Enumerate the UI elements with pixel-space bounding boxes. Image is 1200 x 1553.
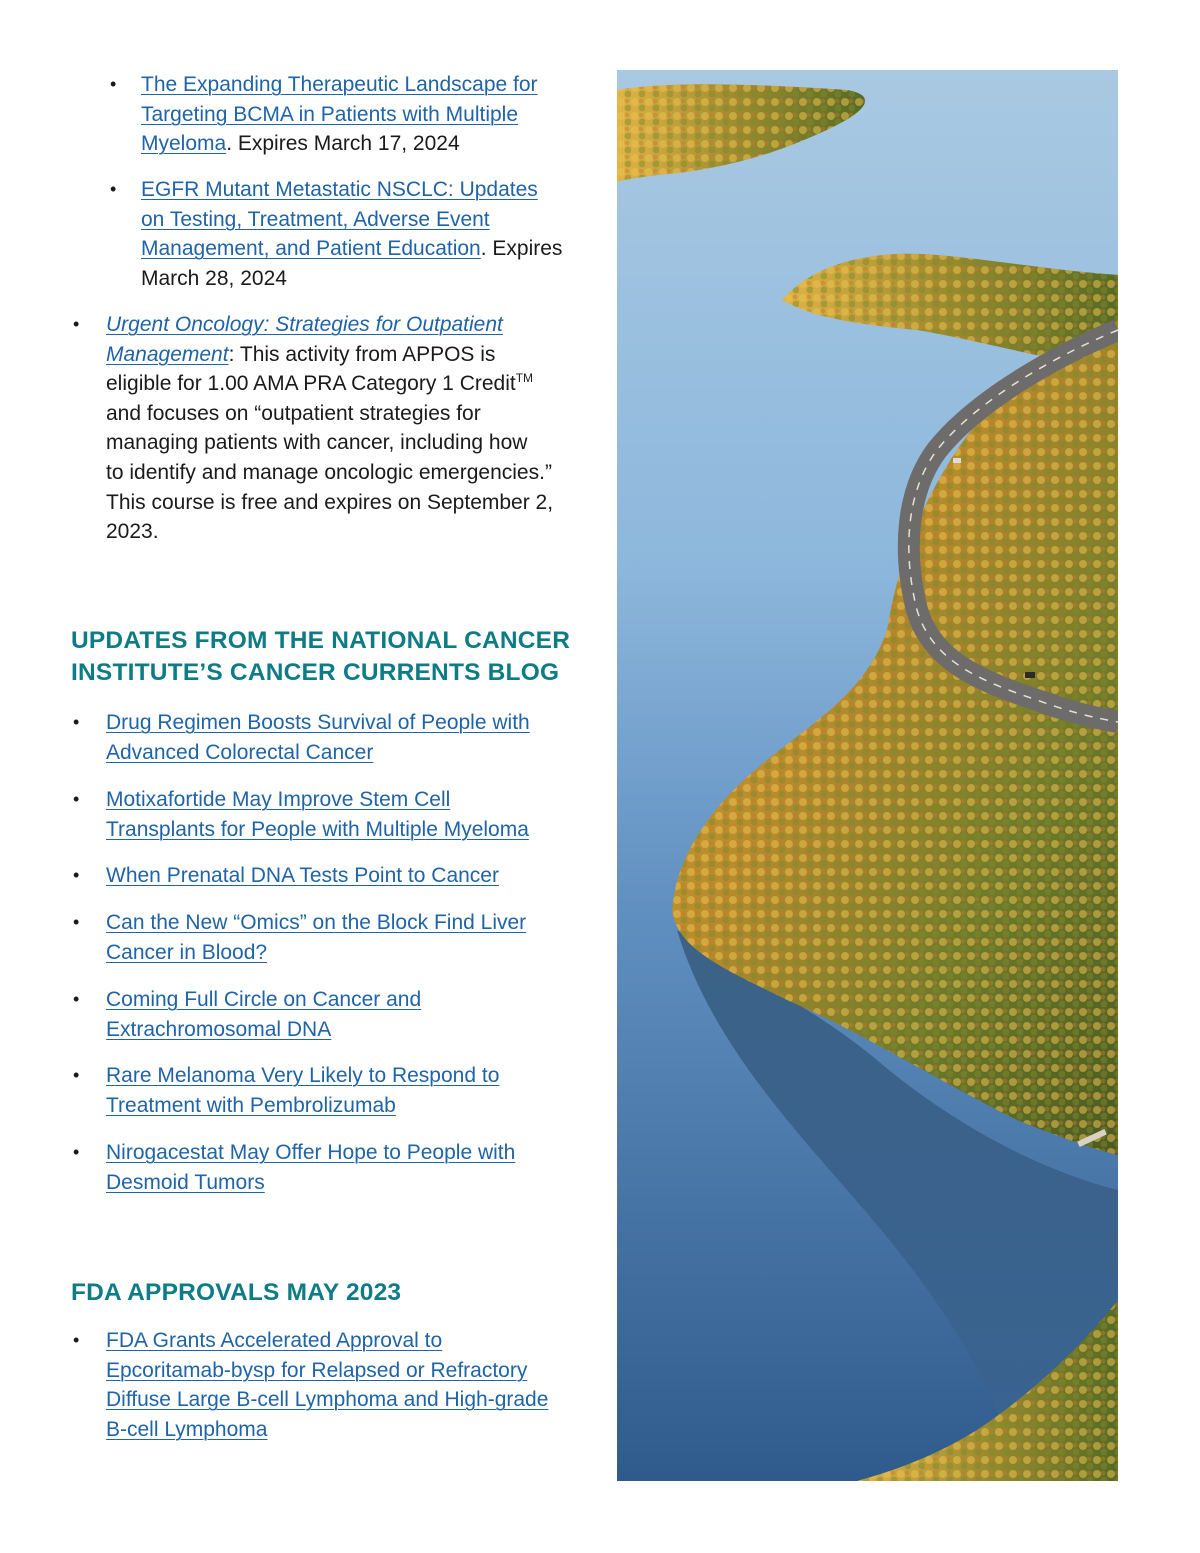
car-icon: [953, 458, 961, 463]
bullet: •: [110, 179, 117, 199]
bcma-myeloma-link[interactable]: The Expanding Therapeutic Landscape for Targeting BCMA in Patients with Multiple: [141, 73, 538, 126]
blog-link-nirogacestat[interactable]: Nirogacestat May Offer Hope to People with Desmoid Tumors: [106, 1141, 516, 1194]
bullet: •: [73, 865, 80, 885]
list-item: [106, 1061, 499, 1120]
car-icon: [1025, 672, 1035, 678]
bullet: •: [73, 1065, 80, 1085]
expiry-text: . Expires: [480, 237, 563, 261]
list-item: [106, 1138, 515, 1197]
urgent-oncology-link-tail[interactable]: Management: [106, 342, 229, 366]
list-item: [106, 1326, 548, 1444]
list-item: [106, 861, 499, 891]
bullet: •: [73, 314, 80, 334]
expiry-date: March 28, 2024: [141, 266, 287, 290]
list-item: [141, 175, 562, 293]
blog-link-omics[interactable]: Can the New “Omics” on the Block Find Liver Cancer in Blood?: [106, 911, 527, 964]
list-item: Urgent Oncology: Strategies for Outpatient Management: This activity from APPOS is eligible for 1.00 AMA PRA Category 1 Credit™ and focuses on “outpatient strategies for managing patients with cancer, including how to identify and manage oncologic emergencies.” This course is free and expires on September 2, 2023.: [106, 313, 554, 544]
list-item: [106, 908, 526, 967]
blog-link-colorectal[interactable]: Drug Regimen Boosts Survival of People with Advanced Colorectal Cancer: [106, 711, 530, 764]
blog-link-motixafortide[interactable]: Motixafortide May Improve Stem Cell Transplants for People with Multiple Myeloma: [106, 788, 529, 841]
list-item: [106, 985, 421, 1044]
section-heading-fda: FDA APPROVALS MAY 2023: [71, 1279, 402, 1306]
bullet: •: [73, 789, 80, 809]
aerial-lake-photo: [617, 70, 1118, 1481]
landscape-illustration: [617, 70, 1118, 1481]
expiry-text: . Expires March 17, 2024: [226, 132, 460, 156]
bullet: •: [73, 1330, 80, 1350]
bullet: •: [73, 1142, 80, 1162]
trademark-sup: TM: [515, 371, 534, 386]
blog-link-extrachromosomal[interactable]: Coming Full Circle on Cancer and Extrachromosomal DNA: [106, 988, 422, 1041]
blog-link-melanoma[interactable]: Rare Melanoma Very Likely to Respond to Treatment with Pembrolizumab: [106, 1064, 500, 1117]
fda-link-epcoritamab[interactable]: FDA Grants Accelerated Approval to Epcoritamab-bysp for Relapsed or Refractory Diffuse Large B-cell Lymphoma and High-grade B-cell Lymphoma: [106, 1329, 549, 1441]
bullet: •: [73, 912, 80, 932]
egfr-nsclc-link[interactable]: EGFR Mutant Metastatic NSCLC: Updates on Testing, Treatment, Adverse Event: [141, 178, 538, 231]
bullet: •: [110, 74, 117, 94]
bullet: •: [73, 989, 80, 1009]
bullet: •: [73, 712, 80, 732]
list-item: [106, 785, 529, 844]
list-item: [106, 708, 530, 767]
section-heading-blog: UPDATES FROM THE NATIONAL CANCER INSTITUTE’S CANCER CURRENTS BLOG: [71, 627, 571, 686]
urgent-oncology-link[interactable]: Urgent Oncology: Strategies for Outpatient: [106, 313, 503, 336]
bcma-myeloma-link-tail[interactable]: Myeloma: [141, 132, 227, 156]
list-item: [141, 70, 538, 159]
egfr-nsclc-link-tail[interactable]: Management, and Patient Education: [141, 237, 481, 261]
blog-link-prenatal-dna[interactable]: When Prenatal DNA Tests Point to Cancer: [106, 864, 499, 887]
